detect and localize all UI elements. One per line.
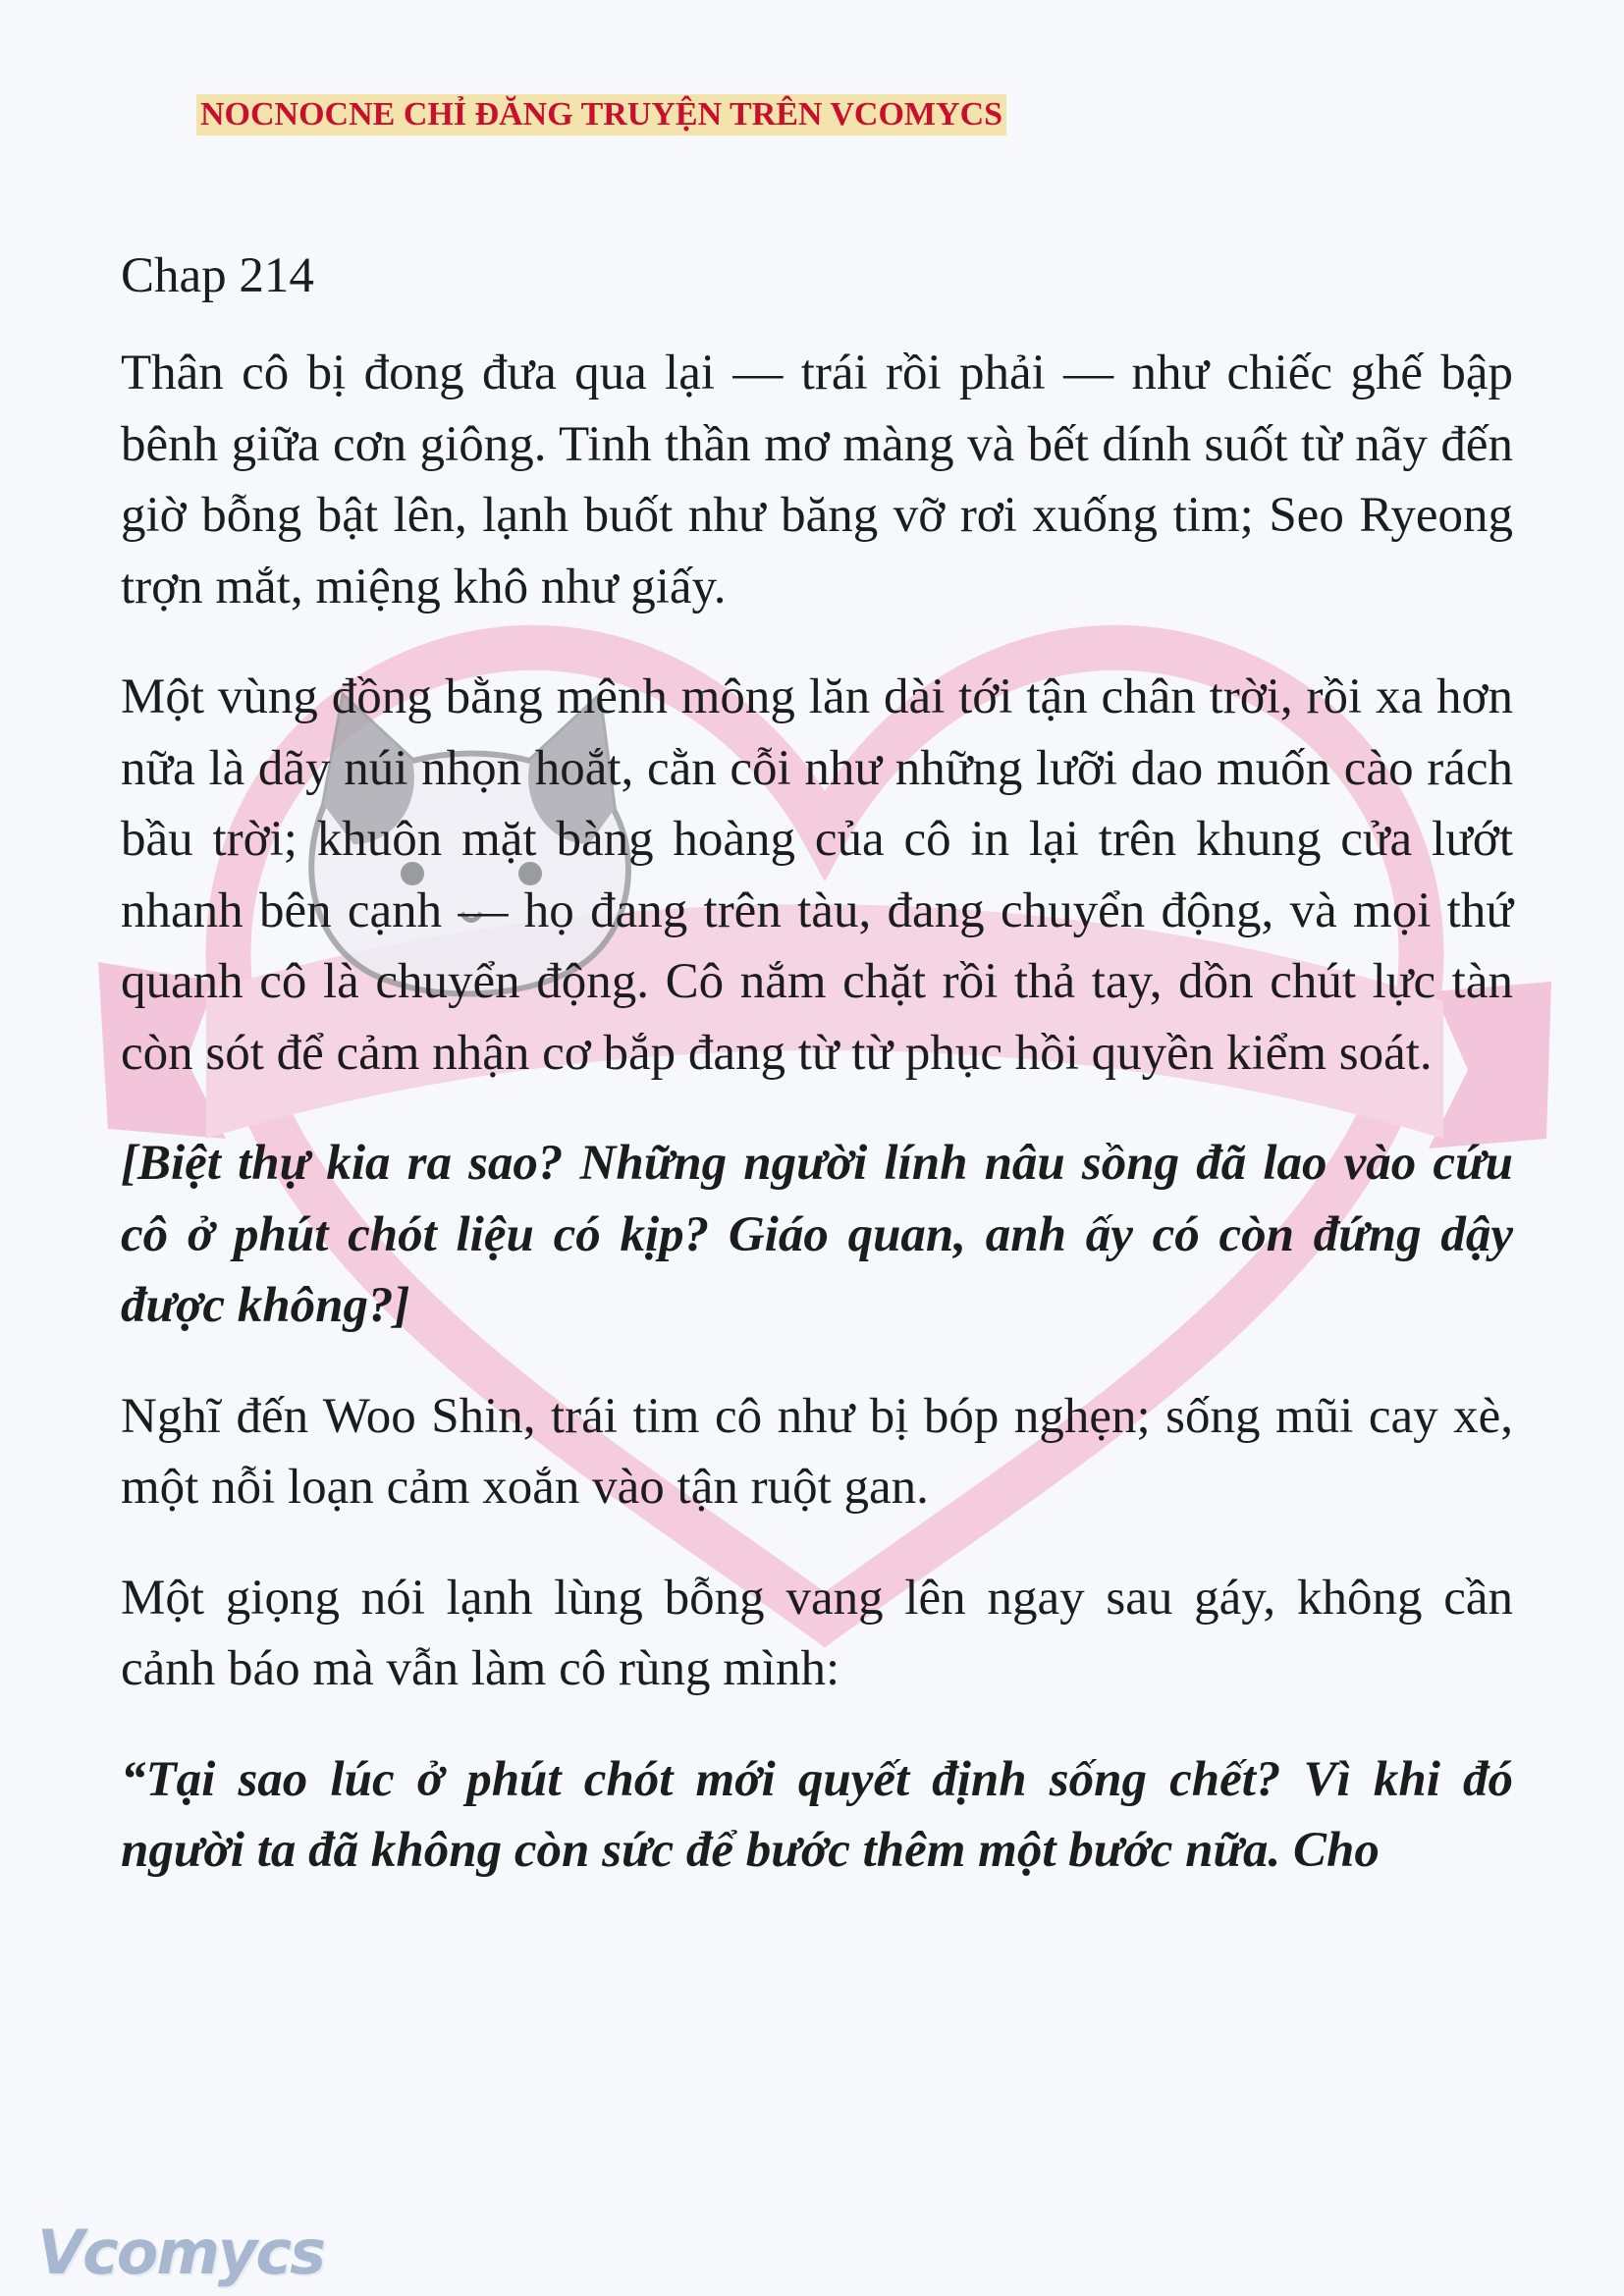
paragraph-3-thoughts: [Biệt thự kia ra sao? Những người lính nâu sồng đã lao vào cứu cô ở phút chót liệu có kịp? Giáo quan, anh ấy có còn đứng dậy được không?] <box>121 1136 1513 1333</box>
paragraph-4: Nghĩ đến Woo Shin, trái tim cô như bị bóp nghẹn; sống mũi cay xè, một nỗi loạn cảm xoắn vào tận ruột gan. <box>121 1388 1513 1515</box>
paragraph-5: Một giọng nói lạnh lùng bỗng vang lên ngay sau gáy, không cần cảnh báo mà vẫn làm cô rùng mình: <box>121 1570 1513 1696</box>
site-notice-banner: NOCNOCNE CHỈ ĐĂNG TRUYỆN TRÊN VCOMYCS <box>196 94 1006 135</box>
paragraph-1: Thân cô bị đong đưa qua lại — trái rồi phải — như chiếc ghế bập bênh giữa cơn giông. Tinh thần mơ màng và bết dính suốt từ nãy đến giờ bỗng bật lên, lạnh buốt như băng vỡ rơi xuống tim; Seo Ryeong trợn mắt, miệng khô như giấy. <box>121 346 1513 614</box>
paragraph-6-quote: “Tại sao lúc ở phút chót mới quyết định sống chết? Vì khi đó người ta đã không còn sức để bước thêm một bước nữa. Cho <box>121 1751 1513 1878</box>
chapter-title: Chap 214 <box>121 248 314 303</box>
vcomycs-logo: Vcomycs <box>37 2216 325 2288</box>
chapter-content <box>121 243 1513 1926</box>
paragraph-2: Một vùng đồng bằng mênh mông lăn dài tới tận chân trời, rồi xa hơn nữa là dãy núi nhọn hoắt, cằn cỗi như những lưỡi dao muốn cào rách bầu trời; khuôn mặt bàng hoàng của cô in lại trên khung cửa lướt nhanh bên cạnh — họ đang trên tàu, đang chuyển động, và mọi thứ quanh cô là chuyển động. Cô nắm chặt rồi thả tay, dồn chút lực tàn còn sót để cảm nhận cơ bắp đang từ từ phục hồi quyền kiểm soát. <box>121 669 1513 1081</box>
